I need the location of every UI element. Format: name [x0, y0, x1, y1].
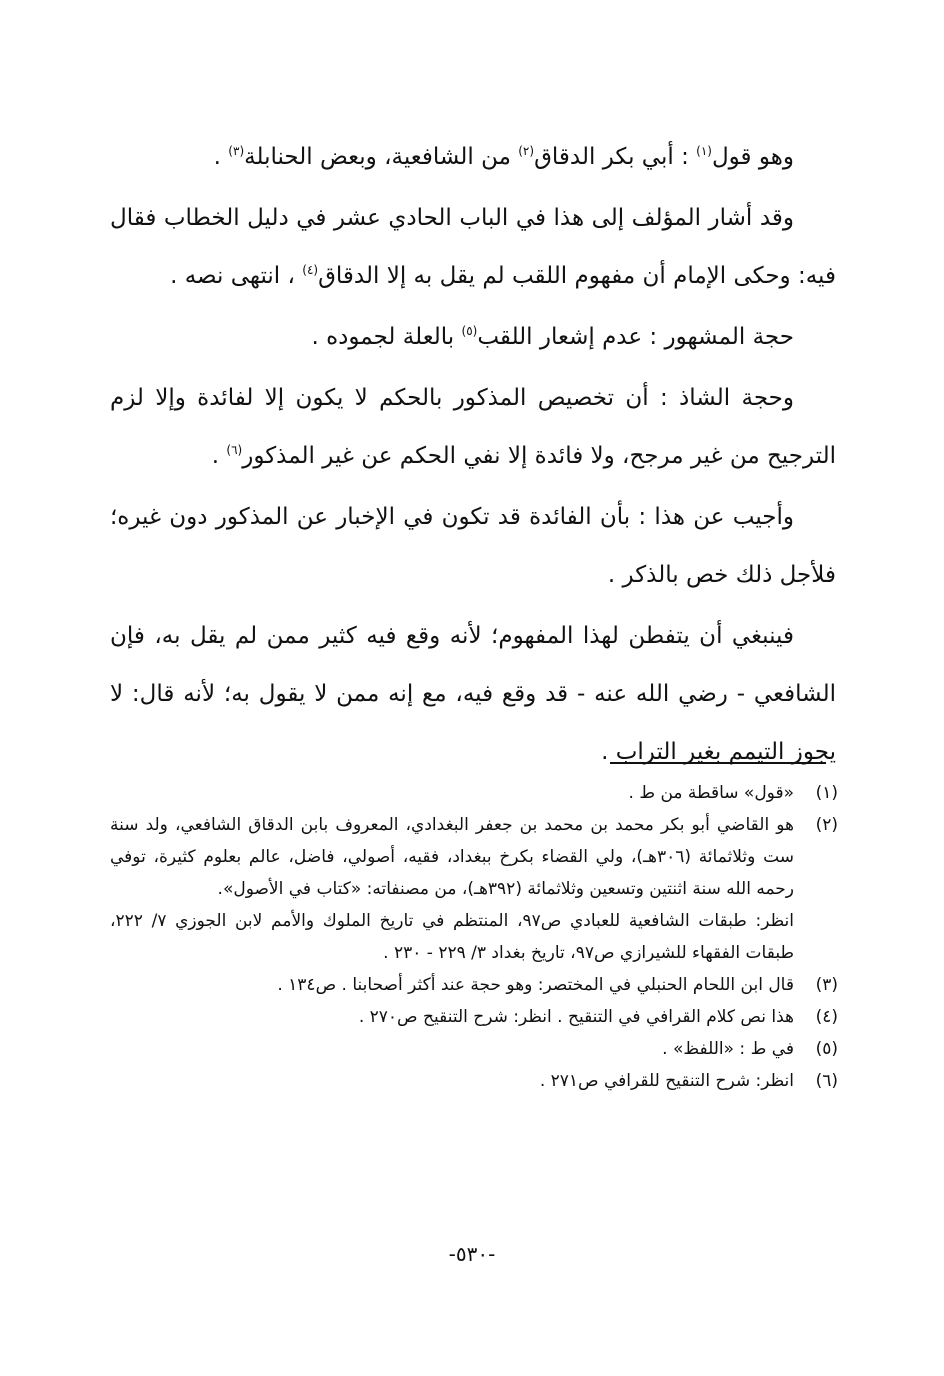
page-number: -٥٣٠- — [448, 1242, 496, 1266]
paragraph-text: بالعلة لجموده . — [311, 324, 462, 350]
paragraph-text: وأجيب عن هذا : بأن الفائدة قد تكون في الإخبار عن المذكور دون غيره؛ فلأجل ذلك خص بالذكر . — [110, 504, 836, 588]
footnote-text: هو القاضي أبو بكر محمد بن محمد بن جعفر البغدادي، المعروف بابن الدقاق الشافعي، ولد سنة ست وثلاثمائة (٣٠٦هـ)، ولي القضاء بكرخ ببغداد، فقيه، أصولي، فاضل، عالم بعلوم كثيرة، توفي رحمه الله سنة اثنتين وتسعين وثلاثمائة (٣٩٢هـ)، من مصنفاته: «كتاب في الأصول». — [110, 815, 794, 899]
paragraph-3 — [110, 308, 836, 366]
footnote-text: في ط : «اللفظ» . — [662, 1039, 794, 1059]
paragraph-text: ، انتهى نصه . — [170, 263, 303, 289]
footnotes — [110, 777, 838, 1097]
footnote-sources: انظر: طبقات الشافعية للعبادي ص٩٧، المنتظم في تاريخ الملوك والأمم لابن الجوزي ٧/ ٢٢٢، طبقات الفقهاء للشيرازي ص٩٧، تاريخ بغداد ٣/ ٢٢٩ - ٢٣٠ . — [110, 911, 794, 963]
footnote-number: (٤) — [815, 1007, 838, 1027]
footnote-ref-1: (١) — [696, 144, 712, 158]
footnote-6 — [110, 1065, 838, 1097]
footnote-number: (٢) — [815, 815, 838, 835]
footnote-ref-5: (٥) — [461, 324, 478, 338]
footnote-text: «قول» ساقطة من ط . — [628, 783, 794, 803]
paragraph-text: فينبغي أن يتفطن لهذا المفهوم؛ لأنه وقع فيه كثير ممن لم يقل به، فإن الشافعي - رضي الله عنه - قد وقع فيه، مع إنه ممن لا يقول به؛ لأنه قال: لا يجوز التيمم بغير التراب . — [110, 623, 836, 765]
footnote-number: (٣) — [815, 975, 838, 995]
footnote-divider — [610, 762, 826, 764]
footnote-5 — [110, 1033, 838, 1065]
paragraph-text: وحجة الشاذ : أن تخصيص المذكور بالحكم لا يكون إلا لفائدة وإلا لزم الترجيح من غير مرجح، ولا فائدة إلا نفي الحكم عن غير المذكور — [110, 385, 836, 469]
footnote-text: هذا نص كلام القرافي في التنقيح . انظر: شرح التنقيح ص٢٧٠ . — [358, 1007, 794, 1027]
paragraph-2 — [110, 189, 836, 305]
footnote-1 — [110, 777, 838, 809]
footnote-number: (١) — [815, 783, 838, 803]
paragraph-text: وهو قول — [711, 144, 794, 170]
paragraph-5 — [110, 488, 836, 604]
footnote-text: قال ابن اللحام الحنبلي في المختصر: وهو حجة عند أكثر أصحابنا . ص١٣٤ . — [277, 975, 794, 995]
footnote-ref-4: (٤) — [302, 263, 319, 277]
footnote-ref-2: (٢) — [518, 144, 535, 158]
paragraph-4 — [110, 369, 836, 485]
paragraph-text: : أبي بكر الدقاق — [534, 144, 697, 170]
paragraph-1 — [110, 128, 836, 186]
footnote-ref-6: (٦) — [226, 443, 243, 457]
footnote-number: (٥) — [815, 1039, 838, 1059]
footnote-ref-3: (٣) — [228, 144, 245, 158]
paragraph-text: . — [211, 443, 227, 469]
paragraph-text: . — [213, 144, 229, 170]
paragraph-6 — [110, 607, 836, 781]
footnote-2 — [110, 809, 838, 969]
footnote-3 — [110, 969, 838, 1001]
footnote-4 — [110, 1001, 838, 1033]
paragraph-text: وقد أشار المؤلف إلى هذا في الباب الحادي عشر في دليل الخطاب فقال فيه: وحكى الإمام أن مفهوم اللقب لم يقل به إلا الدقاق — [110, 205, 836, 289]
footnote-text: انظر: شرح التنقيح للقرافي ص٢٧١ . — [539, 1071, 794, 1091]
paragraph-text: من الشافعية، وبعض الحنابلة — [244, 144, 519, 170]
main-text — [110, 128, 836, 784]
footnote-number: (٦) — [815, 1071, 838, 1091]
paragraph-text: حجة المشهور : عدم إشعار اللقب — [477, 324, 794, 350]
